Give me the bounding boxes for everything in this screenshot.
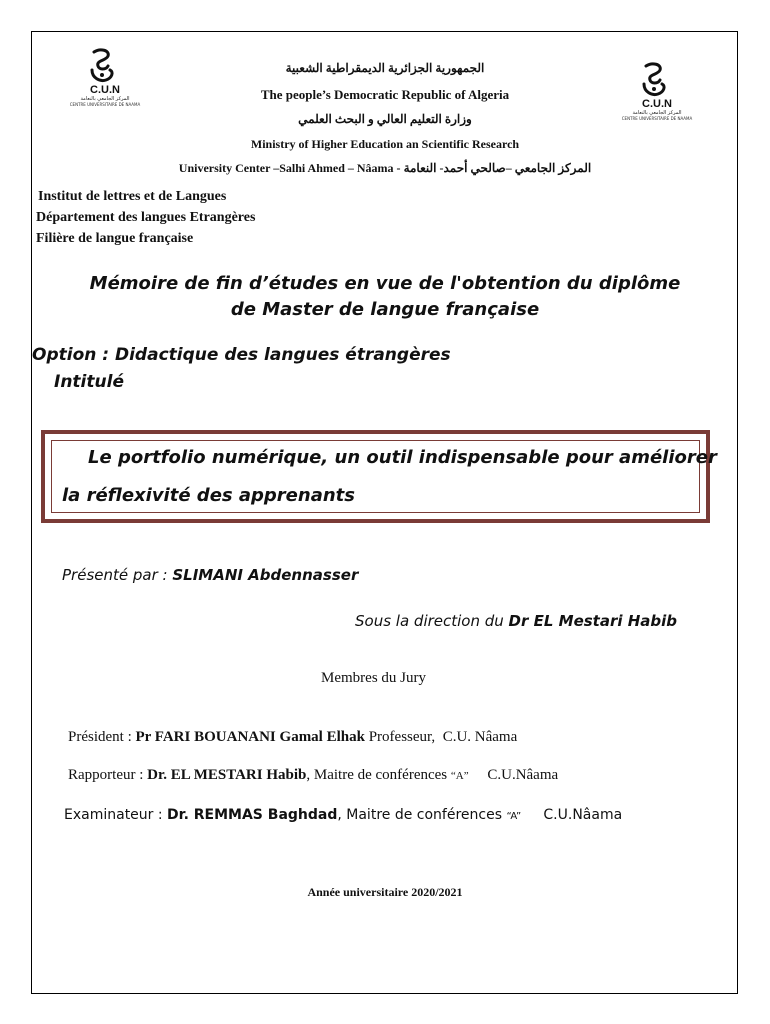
ministry-english: Ministry of Higher Education an Scientific Research — [250, 137, 520, 151]
ministry-arabic: وزارة التعليم العالي و البحث العلمي — [298, 112, 472, 126]
jury-place: C.U. Nâama — [442, 729, 518, 745]
jury-role: Examinateur : — [64, 807, 168, 823]
presented-by-label: Présenté par : — [62, 566, 173, 584]
memoire-line-2: de Master de langue française — [230, 299, 540, 320]
presented-by — [62, 566, 358, 584]
jury-name: Pr FARI BOUANANI Gamal Elhak — [135, 729, 365, 745]
supervision — [355, 612, 677, 630]
logo-subtitle-fr: CENTRE UNIVERSITAIRE DE NAAMA — [69, 102, 141, 107]
option-line: Option : Didactique des langues étrangères — [32, 345, 451, 365]
jury-member-examinateur — [64, 807, 622, 823]
academic-year: Année universitaire 2020/2021 — [307, 885, 463, 899]
institut-name: Institut de lettres et de Langues — [38, 189, 227, 204]
jury-name: Dr. EL MESTARI Habib — [147, 767, 307, 783]
jury-name: Dr. REMMAS Baghdad — [167, 807, 338, 823]
jury-member-rapporteur — [68, 767, 558, 784]
jury-title: , Maitre de conférences — [306, 767, 448, 783]
republic-arabic: الجمهورية الجزائرية الديمقراطية الشعبية — [285, 61, 485, 75]
departement-name: Département des langues Etrangères — [36, 210, 256, 225]
filiere-name: Filière de langue française — [36, 231, 194, 246]
university-center-line — [0, 161, 770, 176]
republic-english: The people’s Democratic Republic of Algeria — [260, 87, 510, 102]
jury-grade: “A” — [450, 770, 469, 782]
center-english: University Center –Salhi Ahmed – Nâama - — [178, 161, 401, 175]
jury-place: C.U.Nâama — [487, 767, 559, 783]
jury-heading: Membres du Jury — [321, 670, 426, 686]
center-arabic: المركز الجامعي –صالحي أحمد- النعامة — [403, 161, 592, 175]
jury-place: C.U.Nâama — [543, 807, 623, 823]
thesis-title-line-1: Le portfolio numérique, un outil indispensable pour améliorer — [88, 447, 717, 468]
supervision-label: Sous la direction du — [355, 612, 509, 630]
intitule-label: Intitulé — [54, 372, 124, 392]
logo-name: C.U.N — [642, 98, 672, 110]
memoire-line-1: Mémoire de fin d’études en vue de l'obtention du diplôme — [89, 273, 681, 294]
supervisor-name: Dr EL Mestari Habib — [508, 612, 678, 630]
jury-title: Professeur, — [364, 729, 436, 745]
jury-role: Président : — [68, 729, 136, 745]
jury-title: , Maitre de conférences — [337, 807, 502, 823]
jury-role: Rapporteur : — [68, 767, 148, 783]
jury-member-president — [68, 729, 517, 746]
author-name: SLIMANI Abdennasser — [172, 566, 359, 584]
logo-subtitle-ar: المركز الجامعي بالنعامة — [632, 110, 682, 116]
logo-subtitle-fr: CENTRE UNIVERSITAIRE DE NAAMA — [621, 116, 693, 121]
logo-subtitle-ar: المركز الجامعي بالنعامة — [80, 96, 130, 102]
logo-name: C.U.N — [90, 84, 120, 96]
thesis-title-box — [41, 430, 710, 523]
jury-grade: “A” — [506, 811, 522, 822]
thesis-title-line-2: la réflexivité des apprenants — [62, 485, 355, 506]
